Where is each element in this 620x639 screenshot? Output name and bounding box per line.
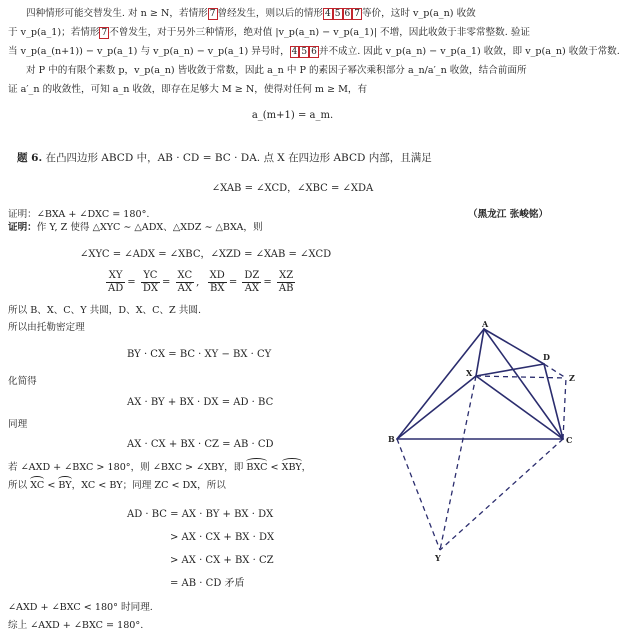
fraction: $\frac{XC}{AX}$	[177, 270, 193, 294]
arc: BY	[58, 480, 72, 491]
dashed-xz	[476, 376, 566, 378]
para-line-4: 对 P 中的有限个素数 p，v_p(a_n) 皆收敛于常数，因此 a_n 中 P 的素因子幂次乘积部分 a_n/a′_n 收敛，结合前面所	[26, 65, 527, 76]
geometry-figure	[388, 318, 580, 566]
label-a: A	[482, 319, 489, 329]
para-line-5: 证 a′_n 的收敛性，可知 a_n 收敛，即存在足够大 M ≥ N，使得对任何 m ≥ M，有	[8, 84, 368, 95]
equation-ptolemy-3: AX · CX + BX · CZ = AB · CD	[127, 439, 274, 450]
equation-ratios: $\frac{XY}{AD}$ = $\frac{YC}{DX}$ = $\frac{XC}{AX}$ , $\frac{XD}{BX}$ = $\frac{DZ}{AX}$ = $\frac{XZ}{AB}$	[108, 270, 294, 294]
label-d: D	[543, 352, 550, 362]
similarly-line: 同理	[8, 419, 28, 430]
arc: BXC	[246, 462, 268, 473]
equation-ptolemy-1: BY · CX = BC · XY − BX · CY	[127, 349, 272, 360]
chain-3: > AX · CX + BX · CZ	[170, 555, 274, 566]
equation-condition: ∠XAB = ∠XCD，∠XBC = ∠XDA	[211, 183, 374, 194]
conclusion-line: 综上 ∠AXD + ∠BXC = 180°.	[8, 620, 144, 631]
dashed-xy	[440, 376, 476, 550]
arc: XBY	[281, 462, 302, 473]
segment-ac	[484, 329, 563, 439]
case-line-1: 若 ∠AXD + ∠BXC > 180°，则 ∠BXC > ∠XBY，即 BXC < XBY，	[8, 462, 312, 473]
proof-line-1: 证明：作 Y, Z 使得 △XYC ∼ △ADX、△XDZ ∼ △BXA，则	[8, 222, 263, 233]
case-box: 6	[311, 47, 317, 57]
segment-ab	[397, 329, 484, 439]
dashed-cy	[440, 439, 563, 550]
same-line: ∠AXD + ∠BXC < 180° 时同理.	[8, 602, 153, 613]
case-box: 5	[301, 47, 308, 57]
fraction: $\frac{DZ}{AX}$	[244, 270, 260, 294]
segment-xa	[476, 329, 484, 376]
chain-2: > AX · CX + BX · DX	[170, 532, 275, 543]
label-c: C	[566, 435, 573, 445]
fraction: $\frac{YC}{DX}$	[142, 270, 158, 294]
collinear-line: 所以 B、X、C、Y 共圆，D、X、C、Z 共圆.	[8, 305, 201, 316]
segment-da	[484, 329, 544, 364]
equation-am: a_(m+1) = a_m.	[251, 110, 334, 121]
problem-heading: 题 6. 在凸四边形 ABCD 中，AB · CD = BC · DA. 点 X 在四边形 ABCD 内部，且满足	[17, 152, 432, 164]
chain-1: AD · BC = AX · BY + BX · DX	[127, 509, 274, 520]
simplify-line: 化简得	[8, 376, 37, 387]
chain-4: = AB · CD 矛盾	[170, 578, 245, 589]
case-line-2: 所以 XC < BY，XC < BY；同理 ZC < DX，所以	[8, 480, 226, 491]
fraction: $\frac{XZ}{AB}$	[278, 270, 294, 294]
label-y: Y	[435, 553, 441, 563]
label-x: X	[466, 368, 473, 378]
para-line-3: 当 v_p(a_(n+1)) − v_p(a_1) 与 v_p(a_n) − v_p(a_1) 异号时， 4 5 6 并不成立. 因此 v_p(a_n) − v_p(a_1) 收敛，即 v_p(a_n) 收敛于常数.	[8, 46, 620, 57]
fraction: $\frac{XD}{BX}$	[209, 270, 225, 294]
case-box: 4	[325, 9, 331, 19]
case-box: 7	[209, 9, 216, 19]
author: （黑龙江 张峻铭）	[468, 209, 549, 220]
prove-statement: 证明：∠BXA + ∠DXC = 180°.	[8, 209, 150, 220]
fraction: $\frac{XY}{AD}$	[108, 270, 124, 294]
label-z: Z	[569, 373, 575, 383]
arc: XC	[30, 480, 45, 491]
ptolemy-line: 所以由托勒密定理	[8, 322, 85, 333]
case-box: 5	[334, 9, 341, 19]
case-box: 6	[344, 9, 351, 19]
label-b: B	[388, 434, 395, 444]
case-box: 7	[101, 28, 108, 38]
segment-xb	[397, 376, 476, 439]
para-line-2: 于 v_p(a_1)；若情形 7 不曾发生，对于另外三种情形，绝对值 |v_p(a_n) − v_p(a_1)| 不增，因此收敛于非零常整数. 验证	[8, 27, 531, 38]
dashed-by	[397, 439, 440, 550]
dashed-cz	[563, 378, 566, 439]
case-box: 4	[291, 47, 298, 57]
para-line-1: 四种情形可能交替发生. 对 n ≥ N，若情形 7 曾经发生，则以后的情形 4 5 6 7 等价，这时 v_p(a_n) 收敛	[26, 8, 476, 19]
equation-ptolemy-2: AX · BY + BX · DX = AD · BC	[127, 397, 274, 408]
equation-angles: ∠XYC = ∠ADX = ∠XBC，∠XZD = ∠XAB = ∠XCD	[80, 249, 332, 260]
case-box: 7	[354, 9, 360, 19]
